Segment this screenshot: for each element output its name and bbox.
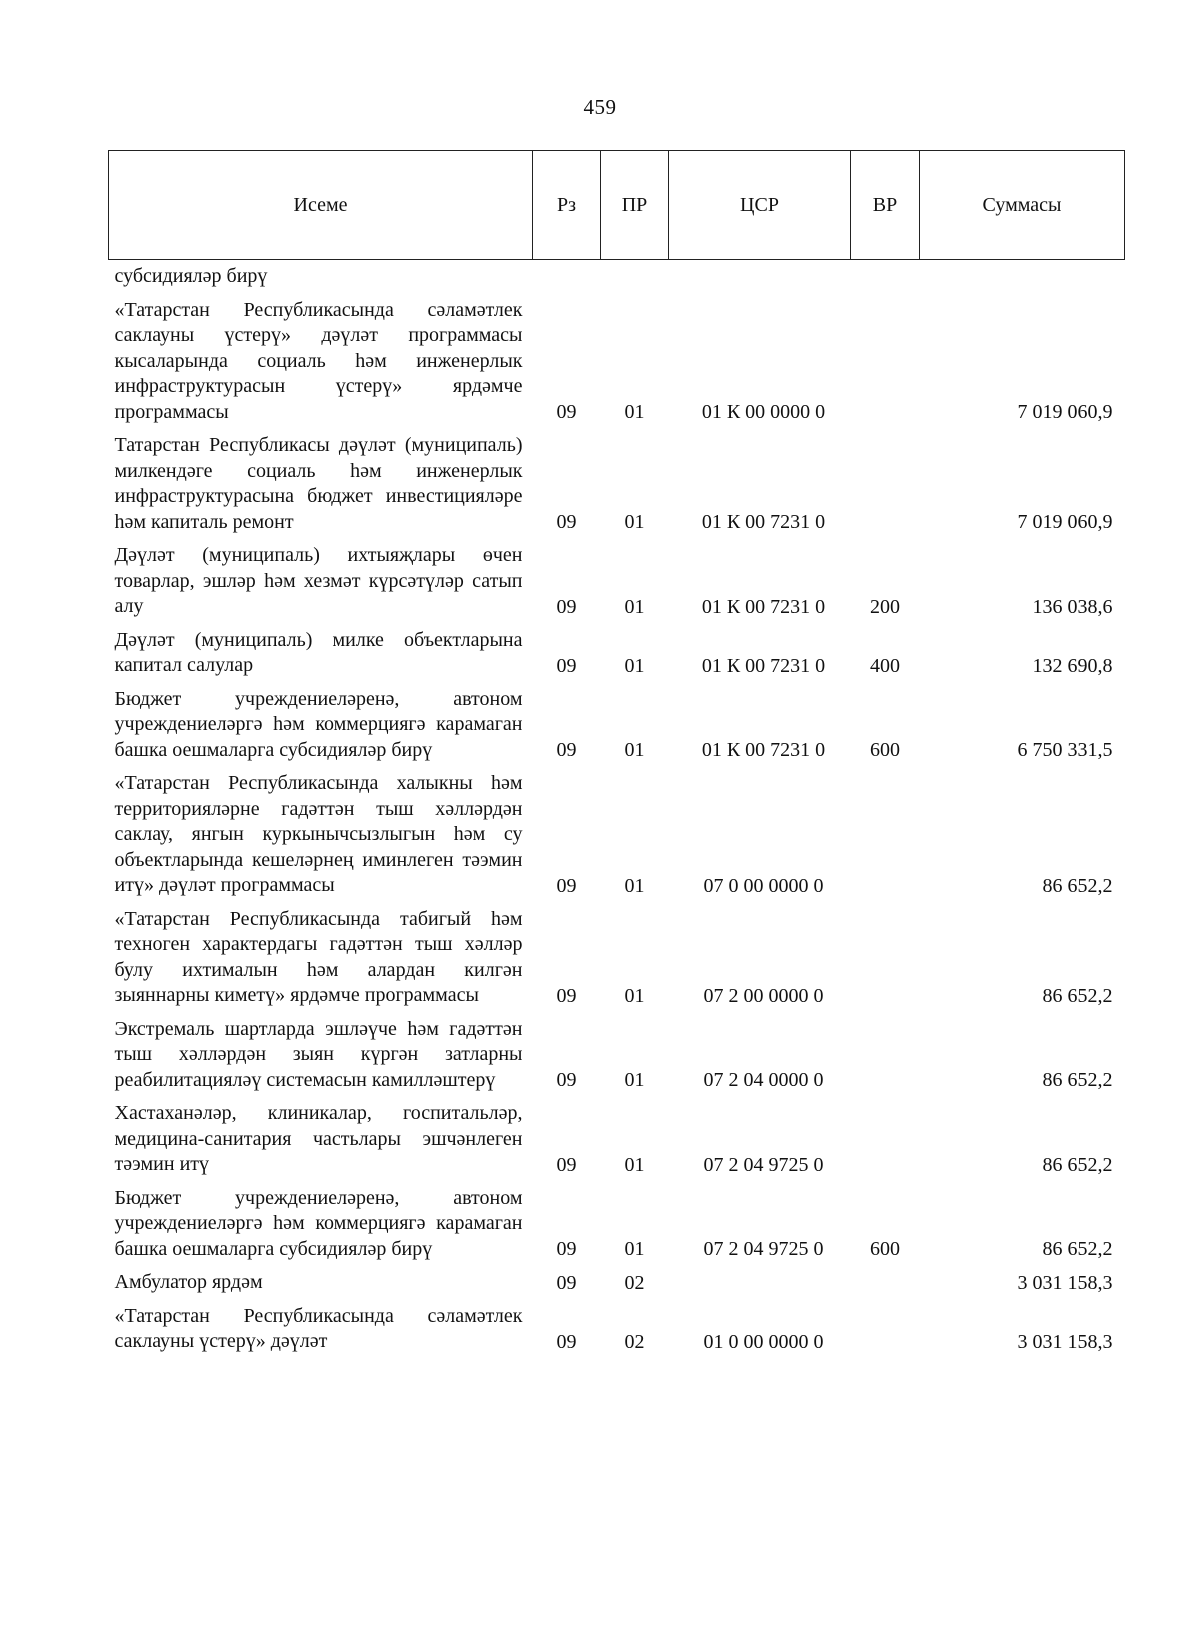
row-rz: 09 [556,874,577,897]
row-name: «Татарстан Республикасында табигый һәм техноген характердагы гадәттән тыш хәлләр булу ихтималын һәм алардан килгән зыяннарны киметү» ярдәмче программасы [114,907,523,1006]
row-csr: 01 К 00 7231 0 [701,739,826,761]
row-csr: 01 К 00 7231 0 [701,654,826,677]
row-vr [851,292,920,430]
row-pr: 02 [624,1330,645,1353]
row-csr: 07 0 00 0000 0 [703,874,824,897]
row-rz: 09 [556,595,577,618]
row-csr: 07 2 04 0000 0 [703,1069,824,1091]
row-sum [920,260,1125,292]
row-name: Татарстан Республикасы дәүләт (муниципаль) милкендәге социаль һәм инженерлык инфраструктурасына бюджет инвестицияләре һәм капиталь ремонт [114,434,523,533]
row-csr [669,1266,851,1300]
row-name: «Татарстан Республикасында халыкны һәм территорияләрне гадәттән тыш хәлләрдән саклау, янгын куркынычсызлыгын һәм су объектларында кешеләрнең иминлеген тәэмин итү» дәүләт программасы [114,772,523,896]
row-sum: 86 652,2 [1042,984,1113,1007]
row-vr: 600 [870,1238,900,1260]
row-pr: 01 [624,595,645,618]
row-vr [851,1013,920,1098]
table-header [109,151,1125,260]
row-name: Хастаханәләр, клиникалар, госпитальләр, медицина-санитария частьлары эшчәнлеген тәэмин итү [114,1102,523,1175]
row-rz: 09 [556,739,577,761]
table-row [109,767,1125,903]
row-csr: 01 К 00 7231 0 [701,595,826,618]
row-name: Бюджет учреждениеләренә, автоном учреждениеләргә һәм коммерциягә карамаган башка оешмаларга субсидияләр бирү [114,1186,523,1260]
table-row [109,1266,1125,1300]
row-name: «Татарстан Республикасында сәламәтлек саклауны үстерү» дәүләт программасы кысаларында социаль һәм инженерлык инфраструктурасын үстерү» ярдәмче программасы [114,298,523,423]
table-row [109,429,1125,539]
row-name: субсидияләр бирү [114,265,268,287]
row-vr: 400 [870,654,900,677]
table-row [109,903,1125,1013]
row-sum: 86 652,2 [1042,1069,1113,1091]
row-vr [851,1097,920,1182]
row-pr: 01 [624,1069,645,1091]
row-pr: 01 [624,654,645,677]
row-sum: 7 019 060,9 [1017,401,1113,423]
row-sum: 86 652,2 [1042,1238,1113,1260]
table-row [109,1097,1125,1182]
row-name: Амбулатор ярдәм [114,1271,263,1293]
row-csr: 07 2 04 9725 0 [703,1238,824,1260]
table-row [109,539,1125,624]
row-pr: 01 [624,1238,645,1260]
table-row [109,260,1125,292]
row-rz: 09 [556,654,577,677]
table-body [109,260,1125,1359]
row-vr [851,429,920,539]
row-pr: 01 [624,511,645,533]
row-pr [601,260,669,292]
row-name: Дәүләт (муниципаль) ихтыяҗлары өчен товарлар, эшләр һәм хезмәт күрсәтүләр сатып алу [114,544,523,617]
header-csr: ЦСР [669,151,851,260]
row-sum: 86 652,2 [1042,874,1113,897]
budget-table [108,150,1125,1359]
row-sum: 136 038,6 [1032,595,1113,618]
row-vr [851,1266,920,1300]
row-rz: 09 [556,401,577,423]
row-rz: 09 [556,511,577,533]
row-vr [851,1300,920,1359]
row-rz: 09 [556,1069,577,1091]
row-name: Дәүләт (муниципаль) милке объектларына капитал салулар [114,628,523,676]
row-pr: 01 [624,739,645,761]
table-row [109,292,1125,430]
row-pr: 01 [624,1153,645,1176]
row-sum: 3 031 158,3 [1017,1271,1113,1294]
row-sum: 132 690,8 [1032,654,1113,677]
header-sum: Суммасы [920,151,1125,260]
row-rz: 09 [556,984,577,1007]
row-rz: 09 [556,1238,577,1260]
row-rz: 09 [556,1153,577,1176]
row-name: «Татарстан Республикасында сәламәтлек саклауны үстерү» дәүләт [114,1304,523,1352]
row-vr [851,903,920,1013]
row-vr [851,767,920,903]
row-csr: 07 2 04 9725 0 [703,1153,824,1176]
row-csr [669,260,851,292]
row-name: Экстремаль шартларда эшләүче һәм гадәттән тыш хәлләрдән зыян күргән затларны реабилитацияләү системасын камилләштерү [114,1017,523,1091]
row-rz: 09 [556,1271,577,1294]
table-row [109,1182,1125,1267]
row-pr: 01 [624,874,645,897]
table-row [109,683,1125,768]
row-csr: 01 0 00 0000 0 [703,1330,824,1353]
row-vr: 200 [870,595,900,618]
row-sum: 7 019 060,9 [1017,511,1113,533]
row-name: Бюджет учреждениеләренә, автоном учреждениеләргә һәм коммерциягә карамаган башка оешмаларга субсидияләр бирү [114,687,523,761]
row-rz: 09 [556,1330,577,1353]
row-vr: 600 [870,739,900,761]
page-number: 459 [583,95,617,119]
header-vr: ВР [851,151,920,260]
row-sum: 3 031 158,3 [1017,1330,1113,1353]
table-row [109,624,1125,683]
table-row [109,1013,1125,1098]
row-sum: 6 750 331,5 [1017,739,1113,761]
row-pr: 01 [624,401,645,423]
row-rz [533,260,601,292]
table-row [109,1300,1125,1359]
header-name: Исеме [109,151,533,260]
row-vr [851,260,920,292]
row-csr: 07 2 00 0000 0 [703,984,824,1007]
row-pr: 02 [624,1271,645,1294]
row-csr: 01 К 00 7231 0 [701,511,826,533]
header-pr: ПР [601,151,669,260]
row-sum: 86 652,2 [1042,1153,1113,1176]
row-csr: 01 К 00 0000 0 [701,401,826,423]
row-pr: 01 [624,984,645,1007]
header-rz: Рз [533,151,601,260]
